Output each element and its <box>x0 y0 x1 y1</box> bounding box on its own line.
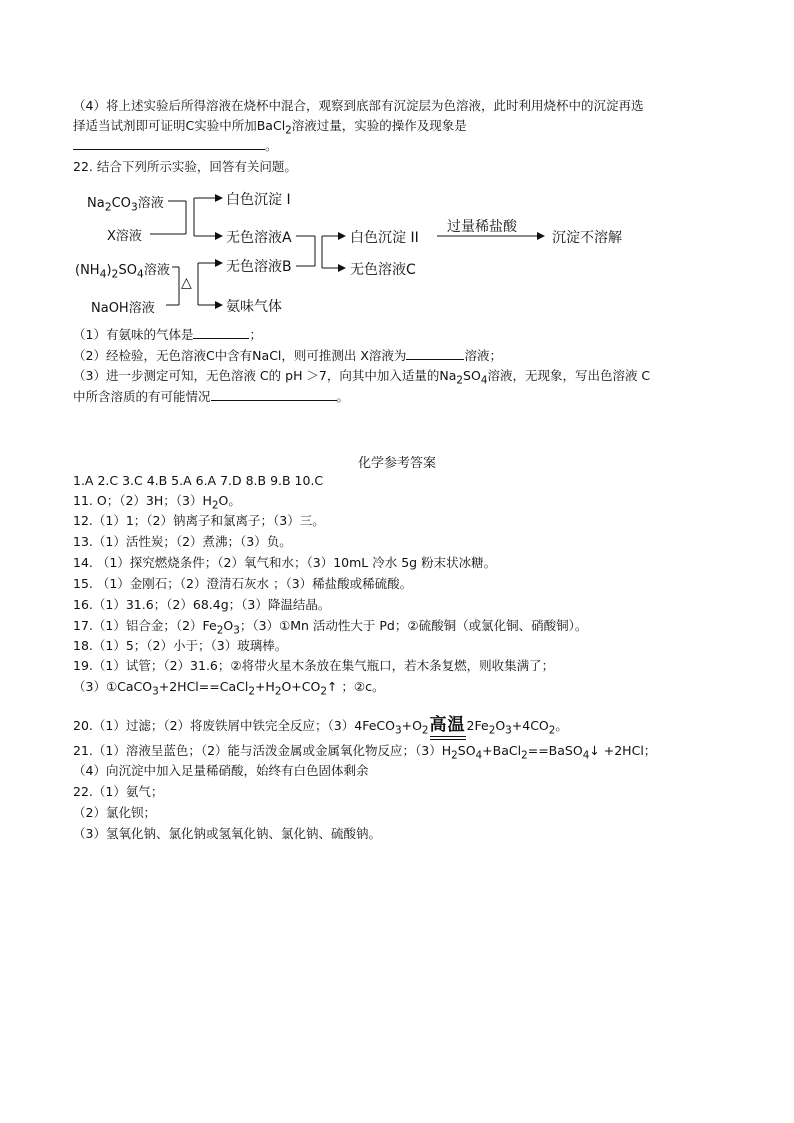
answer-17: 17.（1）铝合金；$(2)Fe_2O_3$；（3）①Mn 活动性大于 Pd；②硫酸铜（或氯化铜、硝酸铜）。 <box>73 618 588 637</box>
answer-1-10: 1.A 2.C 3.C 4.B 5.A 6.A 7.D 8.B 9.B 10.C <box>73 473 324 488</box>
q21-part4-line3: 。 <box>73 136 278 155</box>
answer-blank[interactable] <box>73 136 265 150</box>
label-nh4-2so4-solution: $(NH_4)_2SO_4$溶液 <box>75 263 170 281</box>
q21-part4-line1: （4）将上述实验后所得溶液在烧杯中混合，观察到底部有沉淀层为色溶液，此时利用烧杯中的沉淀再选 <box>73 98 644 113</box>
answer-14: 14. （1）探究燃烧条件；（2）氧气和水；（3）10mL 冷水 5g 粉末状冰糖。 <box>73 555 497 570</box>
label-white-ppt-1: 白色沉淀 I <box>226 192 291 208</box>
label-excess-hcl: 过量稀盐酸 <box>447 219 517 235</box>
answer-blank[interactable] <box>193 325 249 339</box>
answer-16: 16.（1）31.6；（2）68.4g；（3）降温结晶。 <box>73 597 331 612</box>
label-na2co3-solution: $Na_2CO_3$溶液 <box>87 196 164 214</box>
answer-19: 19.（1）试管；（2）31.6；②将带火星木条放在集气瓶口，若木条复燃，则收集满了； <box>73 658 555 673</box>
q22-part1: （1）有氨味的气体是 ； <box>73 327 262 342</box>
answer-19-part3: $(3)①CaCO_3+2HCl==CaCl_2+H_2O+CO_2↑$ ；②c。 <box>73 679 385 698</box>
answer-15: 15. （1）金刚石；（2）澄清石灰水 ；（3）稀盐酸或稀硫酸。 <box>73 576 413 591</box>
answer-22-part3: （3）氢氧化钠、氯化钠或氢氧化钠、氯化钠、硫酸钠。 <box>73 826 381 841</box>
answer-11: 11. O；（2）3H；$(3)H_2O$。 <box>73 493 241 512</box>
q22-part2: （2）经检验，无色溶液C中含有NaCl，则可推测出 X溶液为 溶液； <box>73 348 502 363</box>
q22-stem: 22. 结合下列所示实验，回答有关问题。 <box>73 159 297 174</box>
label-colorless-b: 无色溶液B <box>226 259 292 275</box>
answer-21: 21.（1）溶液呈蓝色；（2）能与活泼金属或金属氧化物反应；$(3)H_2SO_4+BaCl_2==BaSO_4↓ +2HCl$； <box>73 743 657 762</box>
label-naoh-solution: NaOH溶液 <box>91 301 155 316</box>
label-colorless-c: 无色溶液C <box>350 262 416 278</box>
answer-20: 20.（1）过滤；（2）将废铁屑中铁完全反应；$(3)4FeCO_3+O_2$高温$2Fe_2O_3+4CO_2$。 <box>73 715 568 737</box>
q21-part4-line2: 择适当试剂即可证明C实验中所加BaCl$_2$溶液过量，实验的操作及现象是 <box>73 118 467 137</box>
answer-13: 13.（1）活性炭；（2）煮沸；（3）负。 <box>73 534 292 549</box>
label-white-ppt-2: 白色沉淀 II <box>350 230 419 246</box>
q22-part3-line2: 中所含溶质的有可能情况 。 <box>73 389 350 404</box>
answers-title: 化学参考答案 <box>357 456 436 471</box>
label-ammonia-gas: 氨味气体 <box>226 299 282 315</box>
answer-12: 12.（1）1；（2）钠离子和氯离子；（3）三。 <box>73 513 325 528</box>
answer-blank[interactable] <box>406 346 464 360</box>
heat-symbol: △ <box>181 275 192 291</box>
answer-21-part4: （4）向沉淀中加入足量稀硝酸，始终有白色固体剩余 <box>73 763 369 778</box>
q22-part3-line1: （3）进一步测定可知，无色溶液 C的 pH ＞7，向其中加入适量的$Na_2SO_4$溶液，无现象，写出色溶液 C <box>73 368 651 387</box>
label-ppt-insoluble: 沉淀不溶解 <box>552 230 622 246</box>
label-x-solution: X溶液 <box>107 229 142 244</box>
answer-18: 18.（1）5；（2）小于；（3）玻璃棒。 <box>73 638 288 653</box>
label-colorless-a: 无色溶液A <box>226 230 292 246</box>
reaction-condition-high-temp: 高温 <box>429 715 466 735</box>
answer-blank[interactable] <box>211 387 337 401</box>
answer-22-part2: （2）氯化钡； <box>73 805 156 820</box>
answer-22-part1: 22.（1）氨气； <box>73 784 164 799</box>
